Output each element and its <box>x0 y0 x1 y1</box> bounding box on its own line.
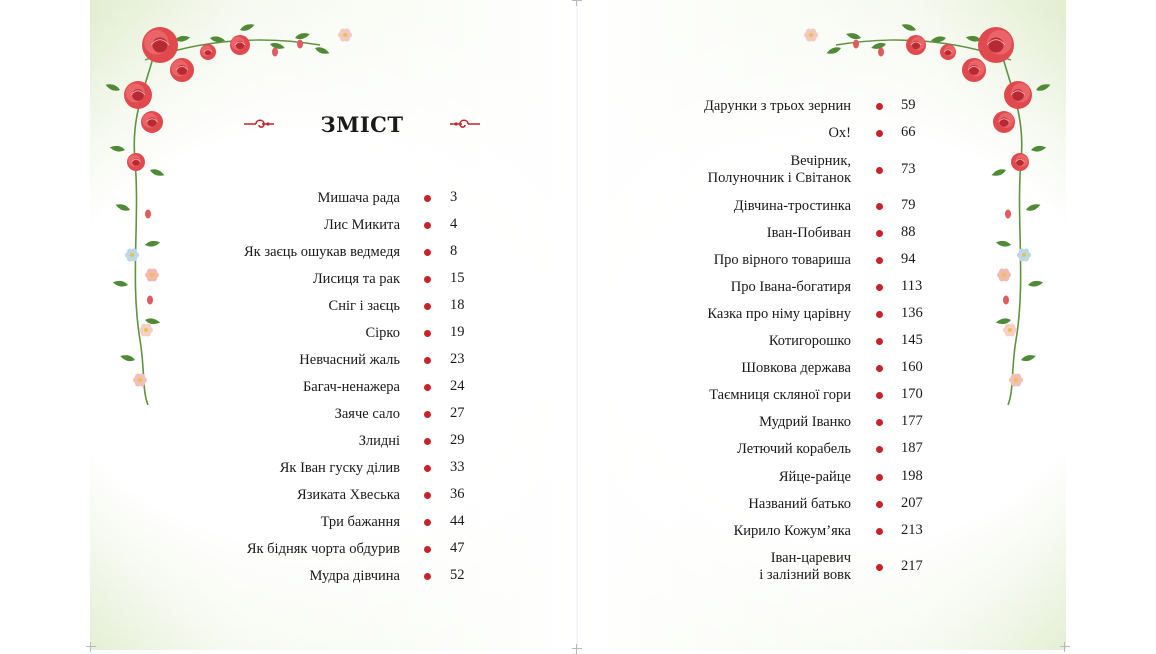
toc-page-number: 47 <box>450 540 465 556</box>
toc-entry-title <box>578 467 851 487</box>
toc-page-number: 36 <box>450 486 465 502</box>
toc-entry <box>578 358 851 378</box>
toc-entry-title-line: Мудра дівчина <box>309 567 400 584</box>
toc-entry-title <box>100 215 400 235</box>
toc-entry <box>578 250 851 270</box>
bullet-dot-icon <box>424 519 431 526</box>
toc-entry-title <box>578 439 851 459</box>
toc-page-number: 79 <box>901 197 916 213</box>
toc-entry <box>578 521 851 541</box>
bullet-dot-icon <box>424 330 431 337</box>
toc-page-number: 18 <box>450 297 465 313</box>
bullet-dot-icon <box>876 284 883 291</box>
toc-entry-title-line: Названий батько <box>748 495 851 512</box>
bullet-dot-icon <box>876 338 883 345</box>
toc-page-number: 170 <box>901 386 923 402</box>
toc-entry <box>100 404 400 424</box>
swirl-ornament-icon <box>448 116 482 132</box>
toc-entry-title-line: Про вірного товариша <box>713 251 851 268</box>
toc-entry-title <box>100 296 400 316</box>
bullet-dot-icon <box>876 564 883 571</box>
toc-entry-title <box>100 566 400 586</box>
toc-entry-title <box>578 153 851 187</box>
bullet-dot-icon <box>876 528 883 535</box>
bullet-dot-icon <box>424 438 431 445</box>
toc-entry-title <box>100 188 400 208</box>
toc-entry-title-line: Дарунки з трьох зернин <box>703 97 851 114</box>
crop-mark <box>572 0 582 6</box>
toc-entry-title-line: Мишача рада <box>317 189 400 206</box>
toc-page-number: 213 <box>901 522 923 538</box>
toc-entry <box>100 485 400 505</box>
book-spread <box>90 0 1066 650</box>
toc-page-number: 198 <box>901 468 923 484</box>
toc-entry-title-line: Заяче сало <box>334 405 400 422</box>
toc-entry-title-line: Сірко <box>365 324 400 341</box>
bullet-dot-icon <box>876 419 883 426</box>
toc-entry <box>578 494 851 514</box>
toc-heading-row <box>242 112 482 140</box>
bullet-dot-icon <box>424 492 431 499</box>
toc-entry-title <box>100 404 400 424</box>
toc-entry <box>100 242 400 262</box>
bullet-dot-icon <box>876 474 883 481</box>
toc-entry <box>578 277 851 297</box>
toc-page-number: 160 <box>901 359 923 375</box>
toc-entry-title <box>578 223 851 243</box>
toc-entry-title <box>100 485 400 505</box>
toc-entry <box>578 439 851 459</box>
toc-entry <box>578 96 851 116</box>
bullet-dot-icon <box>424 411 431 418</box>
toc-entry-title <box>100 458 400 478</box>
toc-page-number: 8 <box>450 243 458 259</box>
toc-entry-title-line: Іван-Побиван <box>766 224 851 241</box>
left-page <box>90 0 578 650</box>
toc-entry-title <box>578 304 851 324</box>
toc-entry <box>100 566 400 586</box>
toc-entry-title <box>100 323 400 343</box>
toc-page-number: 3 <box>450 189 458 205</box>
toc-entry <box>100 377 400 397</box>
bullet-dot-icon <box>424 465 431 472</box>
toc-entry-title <box>100 377 400 397</box>
toc-page-number: 136 <box>901 305 923 321</box>
bullet-dot-icon <box>876 446 883 453</box>
toc-entry-title-line: Як заєць ошукав ведмедя <box>244 243 400 260</box>
toc-entry-title <box>578 550 851 584</box>
toc-page-number: 187 <box>901 440 923 456</box>
toc-page-number: 15 <box>450 270 465 286</box>
toc-entry-title-line: і залізний вовк <box>759 567 851 583</box>
toc-page-number: 52 <box>450 567 465 583</box>
bullet-dot-icon <box>424 357 431 364</box>
bullet-dot-icon <box>424 303 431 310</box>
toc-entry-title-line: Як Іван гуску ділив <box>279 459 400 476</box>
toc-entry-title <box>578 521 851 541</box>
toc-entry-title-line: Полуночник і Світанок <box>707 170 851 186</box>
toc-entry-title <box>578 196 851 216</box>
toc-entry-title-line: Невчасний жаль <box>299 351 400 368</box>
toc-entry-title-line: Вечірник, <box>790 153 851 169</box>
right-page <box>578 0 1066 650</box>
toc-page-number: 207 <box>901 495 923 511</box>
toc-entry-title-line: Шовкова держава <box>741 359 851 376</box>
bullet-dot-icon <box>424 249 431 256</box>
toc-entry-title <box>578 331 851 351</box>
toc-entry <box>578 412 851 432</box>
toc-page-number: 44 <box>450 513 465 529</box>
toc-entry <box>100 431 400 451</box>
toc-entry-title <box>100 539 400 559</box>
toc-page-number: 29 <box>450 432 465 448</box>
toc-page-number: 113 <box>901 278 923 294</box>
bullet-dot-icon <box>876 365 883 372</box>
toc-entry-title-line: Про Івана-богатиря <box>730 278 851 295</box>
toc-page-number: 27 <box>450 405 465 421</box>
toc-page-number: 217 <box>901 558 923 574</box>
toc-entry <box>100 215 400 235</box>
toc-entry <box>578 550 851 584</box>
toc-entry <box>100 296 400 316</box>
toc-entry <box>578 223 851 243</box>
toc-entry-title-line: Котигорошко <box>768 332 851 349</box>
toc-page-number: 88 <box>901 224 916 240</box>
toc-entry-title <box>578 358 851 378</box>
toc-entry <box>578 385 851 405</box>
toc-page-number: 94 <box>901 251 916 267</box>
toc-entry-title <box>578 123 851 143</box>
toc-entry <box>100 458 400 478</box>
toc-entry-title <box>578 277 851 297</box>
bullet-dot-icon <box>876 392 883 399</box>
toc-entry-title-line: Три бажання <box>320 513 400 530</box>
bullet-dot-icon <box>424 276 431 283</box>
toc-entry-title-line: Мудрий Іванко <box>759 413 851 430</box>
toc-entry-title-line: Кирило Кожум’яка <box>733 522 851 539</box>
bullet-dot-icon <box>876 103 883 110</box>
toc-entry-title <box>578 96 851 116</box>
toc-page-number: 59 <box>901 97 916 113</box>
toc-entry-title <box>578 385 851 405</box>
bullet-dot-icon <box>424 222 431 229</box>
toc-entry-title <box>100 350 400 370</box>
toc-page-number: 4 <box>450 216 458 232</box>
toc-entry <box>578 304 851 324</box>
toc-entry-title-line: Яйце-райце <box>778 468 851 485</box>
toc-entry-title-line: Летючий корабель <box>737 440 851 457</box>
toc-entry-title <box>100 512 400 532</box>
toc-entry <box>578 123 851 143</box>
bullet-dot-icon <box>876 167 883 174</box>
toc-page-number: 33 <box>450 459 465 475</box>
toc-entry-title-line: Ох! <box>828 124 851 141</box>
toc-entry-title <box>578 250 851 270</box>
toc-entry-title-line: Багач-ненажера <box>302 378 400 395</box>
page-title: ЗМІСТ <box>320 112 404 137</box>
bullet-dot-icon <box>876 203 883 210</box>
crop-mark <box>572 644 582 654</box>
bullet-dot-icon <box>424 573 431 580</box>
toc-page-number: 145 <box>901 332 923 348</box>
toc-entry-title <box>100 242 400 262</box>
toc-page-number: 24 <box>450 378 465 394</box>
toc-entry <box>578 196 851 216</box>
bullet-dot-icon <box>424 384 431 391</box>
toc-entry-title-line: Дівчина-тростинка <box>733 197 851 214</box>
toc-entry-title-line: Казка про німу царівну <box>707 305 851 322</box>
toc-entry <box>578 153 851 187</box>
toc-page-number: 19 <box>450 324 465 340</box>
bullet-dot-icon <box>876 230 883 237</box>
toc-entry <box>100 512 400 532</box>
toc-entry <box>100 350 400 370</box>
bullet-dot-icon <box>876 311 883 318</box>
toc-entry-title <box>100 431 400 451</box>
toc-page-number: 73 <box>901 161 916 177</box>
toc-page-number: 66 <box>901 124 916 140</box>
bullet-dot-icon <box>876 130 883 137</box>
bullet-dot-icon <box>424 546 431 553</box>
toc-entry <box>100 539 400 559</box>
toc-entry-title-line: Як бідняк чорта обдурив <box>246 540 400 557</box>
toc-entry <box>100 323 400 343</box>
toc-entry-title-line: Лисиця та рак <box>312 270 400 287</box>
toc-page-number: 23 <box>450 351 465 367</box>
bullet-dot-icon <box>876 257 883 264</box>
toc-entry-title-line: Лис Микита <box>323 216 400 233</box>
toc-entry <box>100 269 400 289</box>
toc-entry-title-line: Язиката Хвеська <box>297 486 400 503</box>
toc-entry-title-line: Злидні <box>358 432 400 449</box>
toc-entry <box>578 467 851 487</box>
toc-entry-title <box>100 269 400 289</box>
toc-entry-title-line: Таємниця скляної гори <box>709 386 851 403</box>
bullet-dot-icon <box>876 501 883 508</box>
toc-entry-title-line: Іван-царевич <box>770 550 851 566</box>
toc-entry-title <box>578 412 851 432</box>
crop-mark <box>86 642 96 652</box>
toc-page-number: 177 <box>901 413 923 429</box>
toc-entry <box>100 188 400 208</box>
toc-entry <box>578 331 851 351</box>
bullet-dot-icon <box>424 195 431 202</box>
crop-mark <box>1060 642 1070 652</box>
toc-entry-title-line: Сніг і заєць <box>328 297 400 314</box>
toc-entry-title <box>578 494 851 514</box>
